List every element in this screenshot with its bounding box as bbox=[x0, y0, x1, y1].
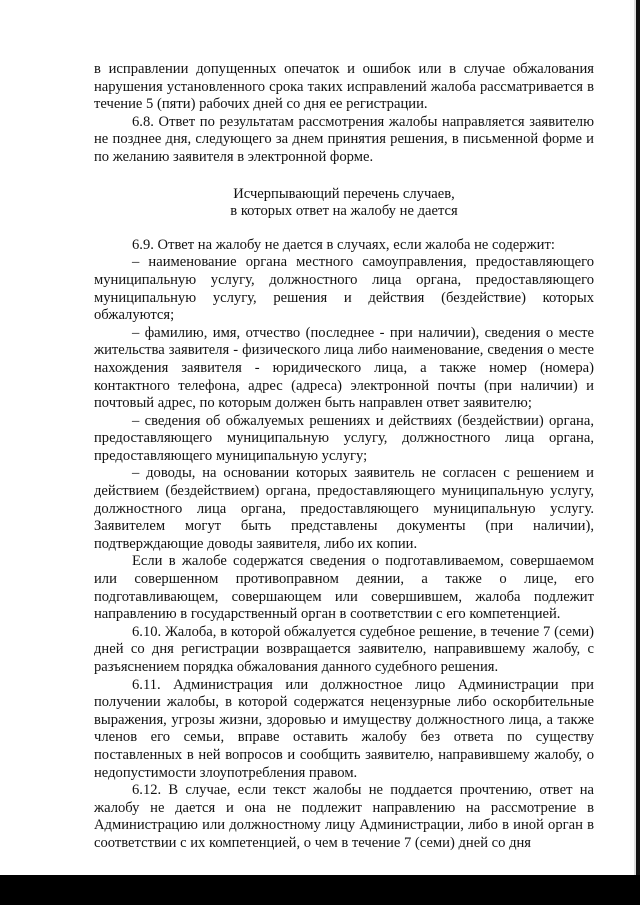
paragraph-6-10: 6.10. Жалоба, в которой обжалуется судебное решение, в течение 7 (семи) дней со дня регистрации возвращается заявителю, направившему жалобу, с разъяснением порядка обжалования данного судебного решения. bbox=[94, 623, 594, 675]
list-item: – доводы, на основании которых заявитель не согласен с решением и действием (бездействием) органа, предоставляющего муниципальную услугу, должностного лица органа, предоставляющего муниципальную услугу. Заявителем могут быть представлены документы (при наличии), подтверждающие доводы заявителя, либо их копии. bbox=[94, 465, 594, 552]
list-item: – наименование органа местного самоуправления, предоставляющего муниципальную услугу, должностного лица органа, предоставляющего муниципальную услугу, решения и действия (бездействие) которых обжалуются; bbox=[94, 254, 594, 324]
paragraph-6-12: 6.12. В случае, если текст жалобы не поддается прочтению, ответ на жалобу не дается и она не подлежит направлению на рассмотрение в Администрацию или должностному лицу Администрации, либо в иной орган в соответствии с их компетенцией, о чем в течение 7 (семи) дней со дня bbox=[94, 782, 594, 851]
list-item: – фамилию, имя, отчество (последнее - при наличии), сведения о месте жительства заявителя - физического лица либо наименование, сведения о месте нахождения заявителя - юридического лица, а также номер (номера) контактного телефона, адрес (адреса) электронной почты (при наличии) и почтовый адрес, по которым должен быть направлен ответ заявителю; bbox=[94, 324, 594, 412]
section-heading bbox=[94, 186, 594, 221]
scan-edge-bottom bbox=[0, 875, 640, 905]
scan-edge-right bbox=[636, 0, 640, 905]
paragraph-6-9: 6.9. Ответ на жалобу не дается в случаях, если жалоба не содержит: bbox=[132, 236, 555, 253]
paragraph-6-8: 6.8. Ответ по результатам рассмотрения жалобы направляется заявителю не позднее дня, следующего за днем принятия решения, в письменной форме и по желанию заявителя в электронной форме. bbox=[94, 113, 594, 165]
paragraph-crime-report: Если в жалобе содержатся сведения о подготавливаемом, совершаемом или совершенном противоправном деянии, а также о лице, его подготавливающем, совершающем или совершившем, жалоба подлежит направлению в государственный орган в соответствии с его компетенцией. bbox=[94, 553, 594, 623]
paragraph-6-11: 6.11. Администрация или должностное лицо Администрации при получении жалобы, в которой содержатся нецензурные либо оскорбительные выражения, угрозы жизни, здоровью и имуществу должностного лица, а также членов его семьи, вправе оставить жалобу без ответа по существу поставленных в ней вопросов и сообщить заявителю, направившему жалобу, о недопустимости злоупотребления правом. bbox=[94, 676, 594, 781]
heading-line-1: Исчерпывающий перечень случаев, bbox=[233, 185, 455, 202]
list-item: – сведения об обжалуемых решениях и действиях (бездействии) органа, предоставляющего муниципальную услугу, должностного лица органа, предоставляющего муниципальную услугу; bbox=[94, 412, 594, 464]
intro-paragraph: в исправлении допущенных опечаток и ошибок или в случае обжалования нарушения установленного срока таких исправлений жалоба рассматривается в течение 5 (пяти) рабочих дней со дня ее регистрации. bbox=[94, 61, 594, 113]
heading-line-2: в которых ответ на жалобу не дается bbox=[230, 203, 458, 220]
document-body bbox=[94, 61, 594, 853]
